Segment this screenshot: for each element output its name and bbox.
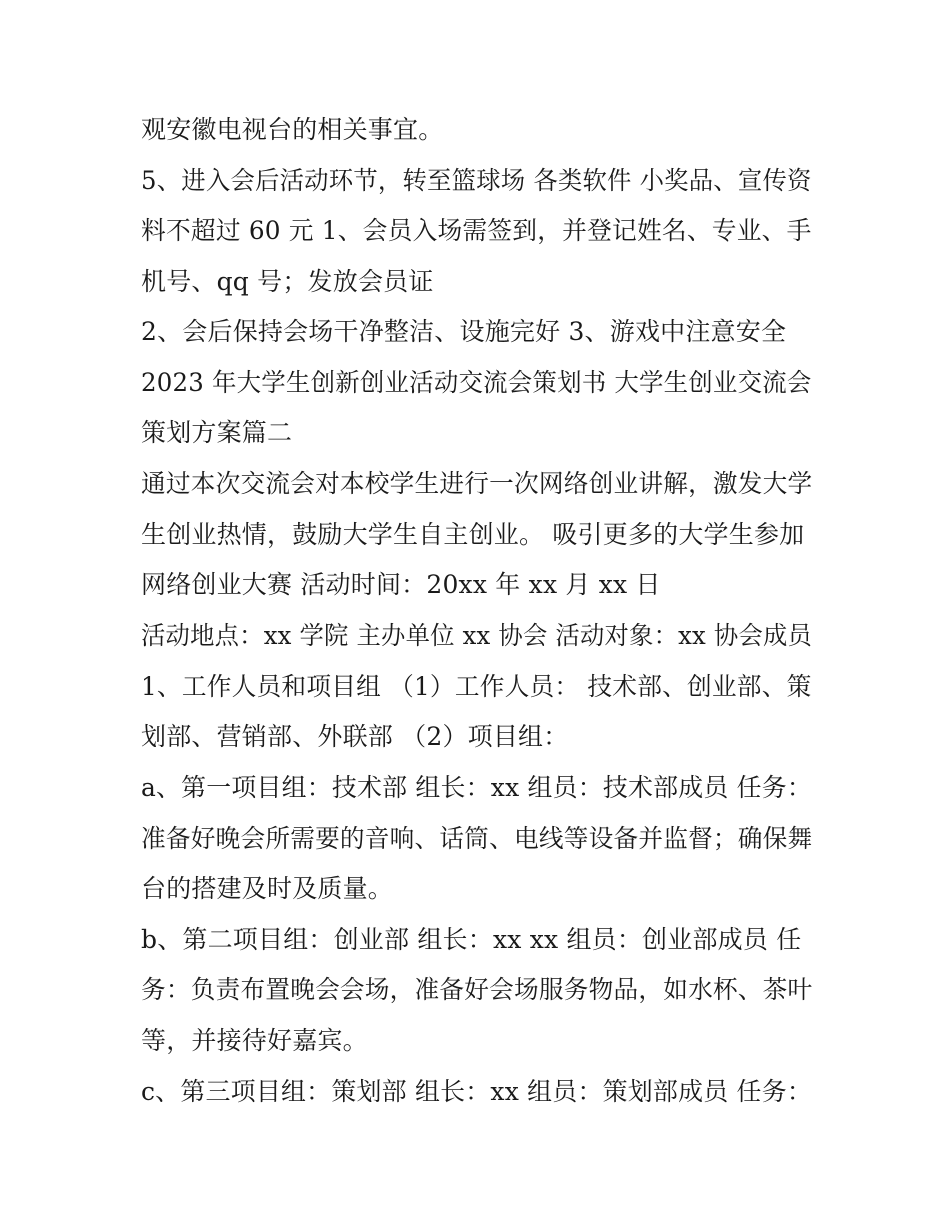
text-line-18: 务：负责布置晚会会场，准备好会场服务物品，如水杯、茶叶: [141, 975, 813, 1004]
text-line-1: 观安徽电视台的相关事宜。: [141, 115, 444, 144]
text-line-13: 划部、营销部、外联部 （2）项目组：: [141, 722, 569, 751]
text-line-4: 机号、qq 号；发放会员证: [141, 267, 434, 296]
text-line-5: 2、会后保持会场干净整洁、设施完好 3、游戏中注意安全: [141, 317, 787, 346]
text-line-14: a、第一项目组：技术部 组长：xx 组员：技术部成员 任务：: [141, 773, 812, 802]
text-line-16: 台的搭建及时及质量。: [141, 874, 394, 903]
text-line-7: 策划方案篇二: [141, 418, 293, 447]
text-line-9: 生创业热情，鼓励大学生自主创业。 吸引更多的大学生参加: [141, 520, 805, 549]
text-line-20: c、第三项目组：策划部 组长：xx 组员：策划部成员 任务：: [141, 1077, 813, 1106]
text-line-12: 1、工作人员和项目组 （1）工作人员： 技术部、创业部、策: [141, 672, 812, 701]
text-line-3: 料不超过 60 元 1、会员入场需签到，并登记姓名、专业、手: [141, 216, 812, 245]
text-line-10: 网络创业大赛 活动时间：20xx 年 xx 月 xx 日: [141, 570, 661, 599]
text-line-19: 等，并接待好嘉宾。: [141, 1026, 368, 1055]
text-line-11: 活动地点：xx 学院 主办单位 xx 协会 活动对象：xx 协会成员: [141, 621, 813, 650]
text-line-17: b、第二项目组：创业部 组长：xx xx 组员：创业部成员 任: [141, 925, 802, 954]
text-line-6: 2023 年大学生创新创业活动交流会策划书 大学生创业交流会: [141, 368, 812, 397]
text-line-15: 准备好晚会所需要的音响、话筒、电线等设备并监督；确保舞: [141, 824, 813, 853]
text-line-8: 通过本次交流会对本校学生进行一次网络创业讲解，激发大学: [141, 469, 813, 498]
text-line-2: 5、进入会后活动环节，转至篮球场 各类软件 小奖品、宣传资: [141, 166, 812, 195]
